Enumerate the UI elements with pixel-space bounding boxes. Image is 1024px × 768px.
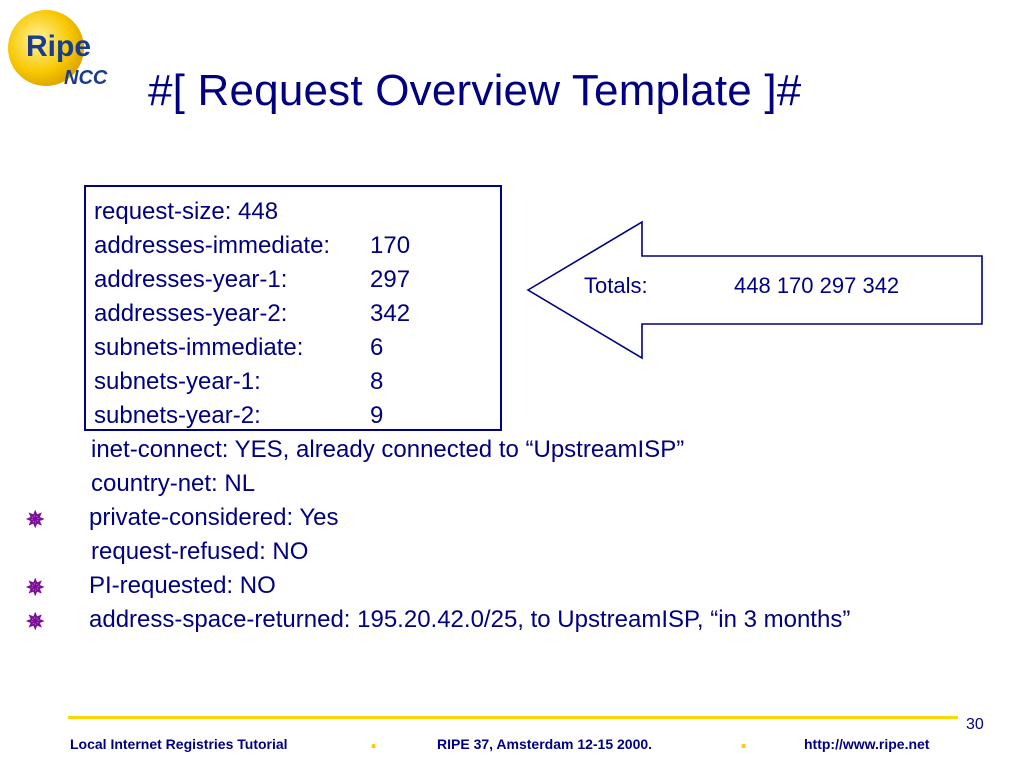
template-line-value: 170 <box>370 232 411 259</box>
template-line-value: 342 <box>370 300 411 327</box>
totals-label: Totals: <box>584 273 648 298</box>
footer-center-text: RIPE 37, Amsterdam 12-15 2000. <box>437 736 653 752</box>
footer-separator-dot: . <box>740 724 748 754</box>
footer-left-text: Local Internet Registries Tutorial <box>70 736 288 752</box>
template-line-value: 297 <box>370 266 411 293</box>
bullet-icon: ✵ <box>26 609 45 634</box>
body-line: request-refused: NO <box>91 538 309 565</box>
template-line-value: 9 <box>370 402 384 429</box>
page-number: 30 <box>966 716 984 733</box>
template-line-label: subnets-year-1: <box>94 368 261 395</box>
footer-url[interactable]: http://www.ripe.net <box>804 736 930 752</box>
template-line <box>94 300 411 328</box>
footer-rule <box>68 716 958 719</box>
template-line-label: subnets-immediate: <box>94 334 304 361</box>
logo-text-ripe: Ripe <box>26 30 92 63</box>
template-line <box>94 368 384 396</box>
body-line: private-considered: Yes <box>89 504 339 531</box>
ripe-ncc-logo <box>4 4 124 94</box>
template-line <box>94 232 411 260</box>
template-line-label: request-size: 448 <box>94 198 279 225</box>
template-line-value: 6 <box>370 334 384 361</box>
totals-values: 448 170 297 342 <box>734 273 900 298</box>
slide-title: #[ Request Overview Template ]# <box>148 66 802 115</box>
body-line: country-net: NL <box>91 470 256 497</box>
template-line <box>94 198 278 226</box>
bullet-icon: ✵ <box>26 507 45 532</box>
template-line-value: 8 <box>370 368 384 395</box>
body-line: PI-requested: NO <box>89 572 276 599</box>
body-line: inet-connect: YES, already connected to “UpstreamISP” <box>91 436 685 463</box>
template-line <box>94 334 384 362</box>
template-line-label: addresses-immediate: <box>94 232 331 259</box>
template-line-label: addresses-year-1: <box>94 266 288 293</box>
template-line-label: subnets-year-2: <box>94 402 261 429</box>
template-line-label: addresses-year-2: <box>94 300 288 327</box>
footer-separator-dot: . <box>370 724 378 754</box>
template-line <box>94 402 384 430</box>
logo-text-ncc: NCC <box>64 67 108 89</box>
body-line: address-space-returned: 195.20.42.0/25, to UpstreamISP, “in 3 months” <box>89 606 851 633</box>
bullet-icon: ✵ <box>26 575 45 600</box>
template-line <box>94 266 411 294</box>
